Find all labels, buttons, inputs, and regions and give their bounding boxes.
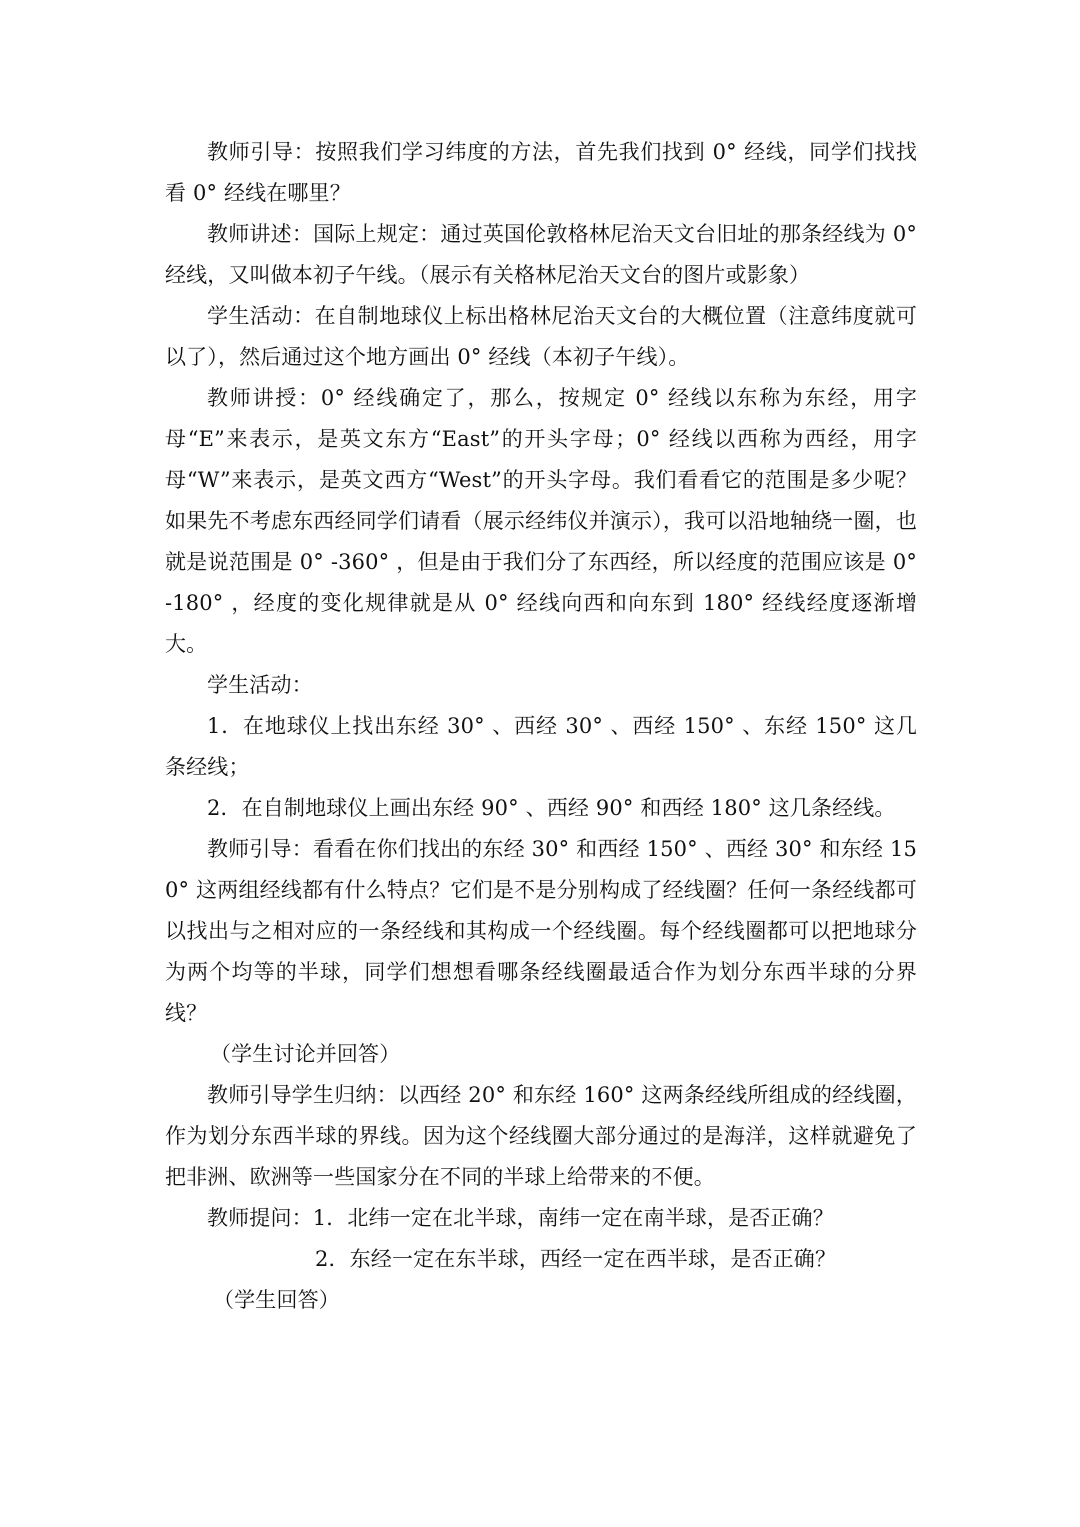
document-body: [165, 132, 917, 1321]
paragraph-activity-item-2: 2．在自制地球仪上画出东经 90° 、西经 90° 和西经 180° 这几条经线。: [207, 796, 896, 820]
paragraph-teacher-guide-2: 教师引导：看看在你们找出的东经 30° 和西经 150° 、西经 30° 和东经 150° 这两组经线都有什么特点？它们是不是分别构成了经线圈？任何一条经线都可以找出与之相对应的一条经线和其构成一个经线圈。每个经线圈都可以把地球分为两个均等的半球，同学们想想看哪条经线圈最适合作为划分东西半球的分界线？: [165, 837, 917, 1025]
paragraph-teacher-summary: 教师引导学生归纳：以西经 20° 和东经 160° 这两条经线所组成的经线圈，作为划分东西半球的界线。因为这个经线圈大部分通过的是海洋，这样就避免了把非洲、欧洲等一些国家分在不同的半球上给带来的不便。: [165, 1083, 917, 1189]
paragraph-activity-item-1: 1．在地球仪上找出东经 30° 、西经 30° 、西经 150° 、东经 150° 这几条经线；: [165, 714, 917, 779]
paragraph-teacher-statement: 教师讲述：国际上规定：通过英国伦敦格林尼治天文台旧址的那条经线为 0° 经线，又叫做本初子午线。（展示有关格林尼治天文台的图片或影象）: [165, 222, 917, 287]
paragraph-student-answer: （学生回答）: [213, 1288, 340, 1312]
paragraph-teacher-guide-1: 教师引导：按照我们学习纬度的方法，首先我们找到 0° 经线，同学们找找看 0° 经线在哪里？: [165, 140, 917, 205]
paragraph-teacher-lecture: 教师讲授：0° 经线确定了，那么，按规定 0° 经线以东称为东经，用字母“E”来表示，是英文东方“East”的开头字母；0° 经线以西称为西经，用字母“W”来表示，是英文西方“West”的开头字母。我们看看它的范围是多少呢？如果先不考虑东西经同学们请看（展示经纬仪并演示），我可以沿地轴绕一圈，也就是说范围是 0° -360° ，但是由于我们分了东西经，所以经度的范围应该是 0° -180° ，经度的变化规律就是从 0° 经线向西和向东到 180° 经线经度逐渐增大。: [165, 386, 917, 656]
paragraph-student-activity-1: 学生活动：在自制地球仪上标出格林尼治天文台的大概位置（注意纬度就可以了），然后通过这个地方画出 0° 经线（本初子午线）。: [165, 304, 917, 369]
paragraph-student-discussion: （学生讨论并回答）: [210, 1042, 401, 1066]
paragraph-teacher-question-1: 教师提问：1．北纬一定在北半球，南纬一定在南半球，是否正确？: [207, 1206, 834, 1230]
paragraph-student-activity-heading: 学生活动：: [207, 673, 313, 697]
paragraph-teacher-question-2: 2．东经一定在东半球，西经一定在西半球，是否正确？: [315, 1247, 837, 1271]
